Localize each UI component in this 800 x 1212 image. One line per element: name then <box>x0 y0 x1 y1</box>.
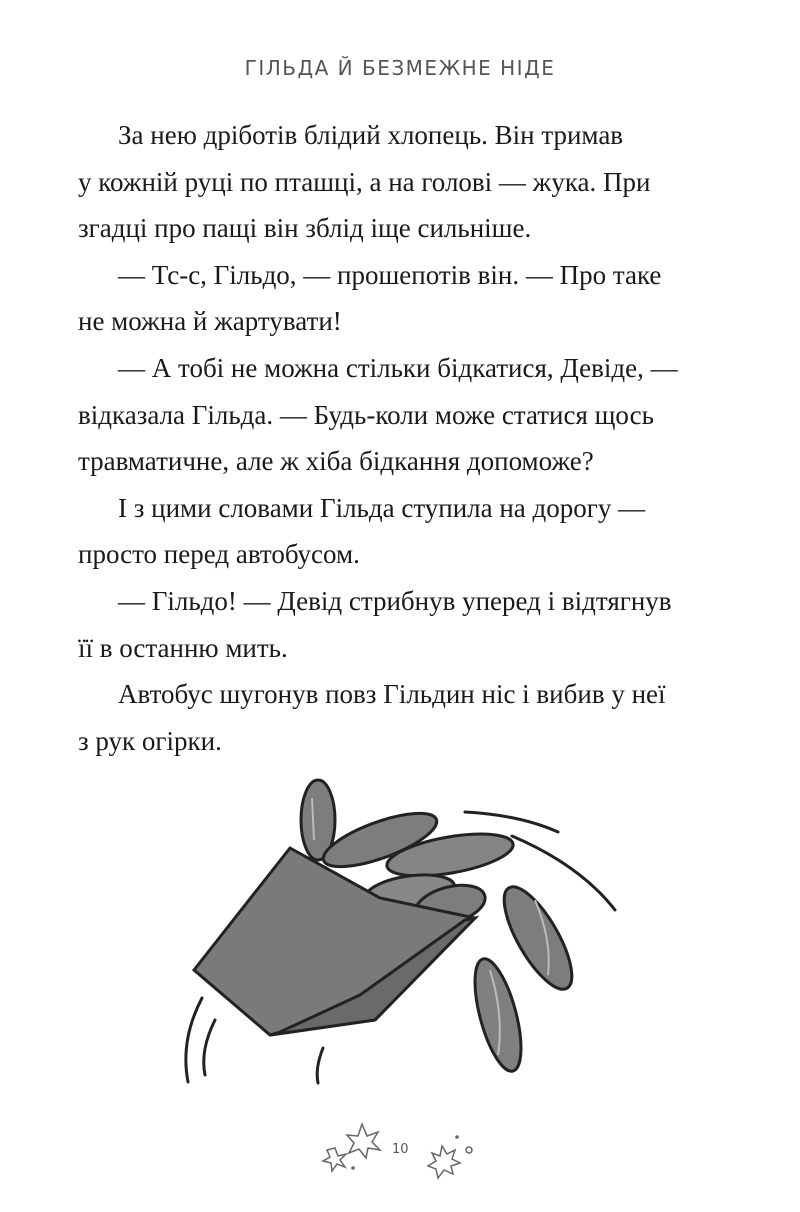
paragraph-line: І з цими словами Гільда ступила на дорогу — <box>118 492 646 523</box>
page-number: 10 <box>392 1142 409 1157</box>
paragraph-line: згадці про пащі він зблід іще сильніше. <box>78 213 532 244</box>
cucumber-bag-icon <box>180 770 620 1090</box>
cucumber-bag-illustration <box>180 770 620 1090</box>
paragraph-line: відказала Гільда. — Будь-коли може статися щось <box>78 399 654 430</box>
paragraph-line: у кожній руці по пташці, а на голові — жука. При <box>78 166 651 197</box>
paragraph-line: не можна й жартувати! <box>78 306 342 337</box>
paragraph-line: За нею дріботів блідий хлопець. Він тримав <box>118 120 624 150</box>
paragraph-line: з рук огірки. <box>78 725 222 756</box>
running-head-title: ГІЛЬДА Й БЕЗМЕЖНЕ НІДЕ <box>244 56 556 80</box>
paragraph-line: її в останню мить. <box>78 632 288 663</box>
paragraph-line: Автобус шугонув повз Гільдин ніс і вибив у неї <box>118 679 666 710</box>
paragraph-line: просто перед автобусом. <box>78 539 360 570</box>
paragraph-line: травматичне, але ж хіба бідкання допоможе? <box>78 446 594 477</box>
page-footer <box>300 1110 500 1180</box>
paragraph-line: — А тобі не можна стільки бідкатися, Девіде, — <box>118 352 678 383</box>
paragraph-line: — Гільдо! — Девід стрибнув уперед і відтягнув <box>118 585 672 616</box>
body-text <box>78 112 718 764</box>
paragraph-line: — Тс-с, Гільдо, — прошепотів він. — Про таке <box>118 259 662 290</box>
